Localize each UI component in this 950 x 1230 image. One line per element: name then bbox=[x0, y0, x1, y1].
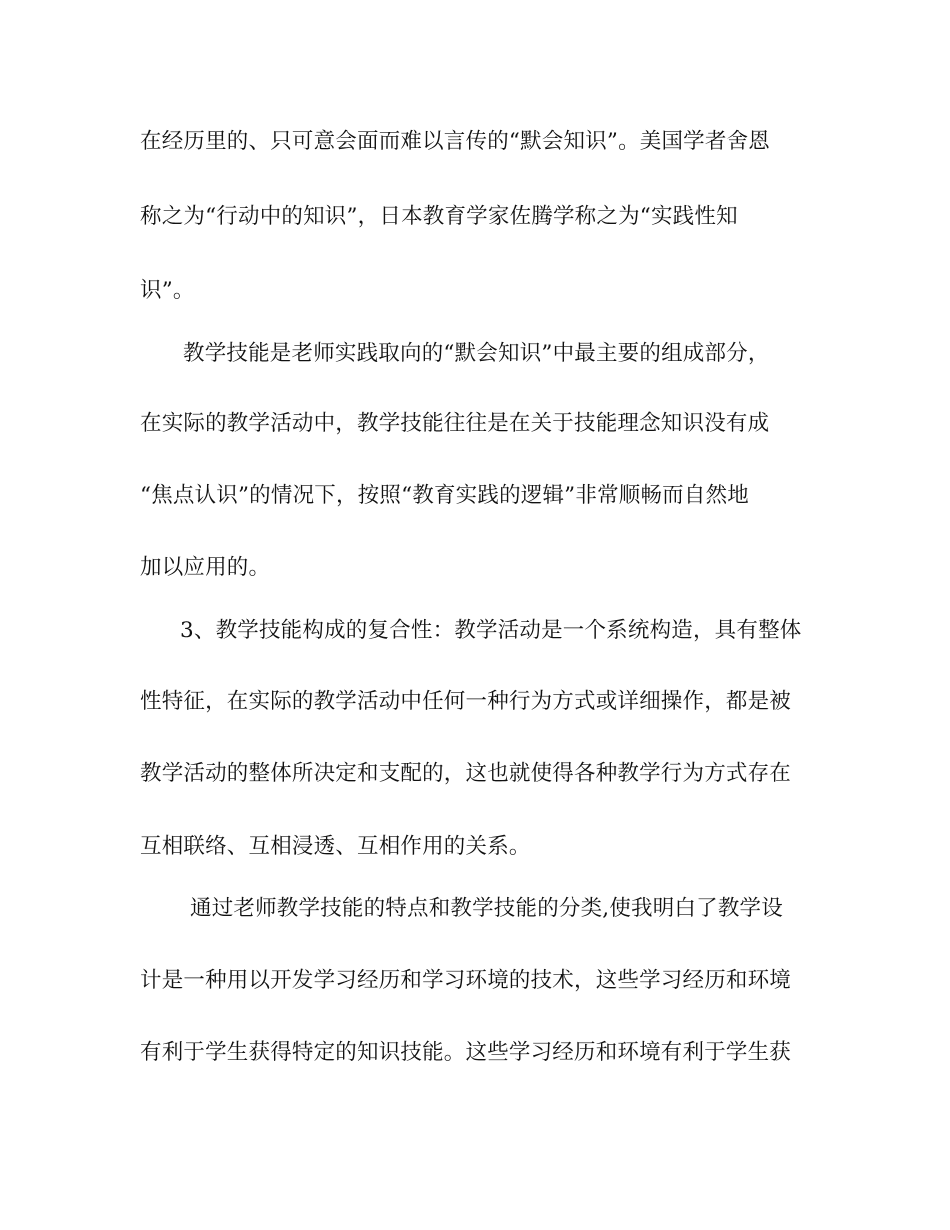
paragraph-line: 加以应用的。 bbox=[140, 555, 271, 580]
paragraph-line: 教学活动的整体所决定和支配的，这也就使得各种教学行为方式存在 bbox=[140, 761, 792, 786]
paragraph-line: 计是一种用以开发学习经历和学习环境的技术，这些学习经历和环境 bbox=[140, 968, 792, 993]
paragraph-line: “焦点认识”的情况下，按照“教育实践的逻辑”非常顺畅而自然地 bbox=[140, 483, 749, 508]
paragraph-line: 称之为“行动中的知识”，日本教育学家佐腾学称之为“实践性知 bbox=[140, 204, 738, 229]
paragraph-line: 有利于学生获得特定的知识技能。这些学习经历和环境有利于学生获 bbox=[140, 1040, 792, 1065]
paragraph-line: 性特征，在实际的教学活动中任何一种行为方式或详细操作，都是被 bbox=[140, 689, 792, 714]
paragraph-line: 识”。 bbox=[140, 278, 195, 303]
paragraph-line: 在实际的教学活动中，教学技能往往是在关于技能理念知识没有成 bbox=[140, 411, 770, 436]
paragraph-line: 3、教学技能构成的复合性：教学活动是一个系统构造，具有整体 bbox=[180, 618, 802, 643]
paragraph-line: 在经历里的、只可意会面而难以言传的“默会知识”。美国学者舍恩 bbox=[140, 129, 770, 154]
paragraph-line: 教学技能是老师实践取向的“默会知识”中最主要的组成部分， bbox=[183, 341, 770, 366]
paragraph-line: 互相联络、互相浸透、互相作用的关系。 bbox=[140, 834, 531, 859]
paragraph-line: 通过老师教学技能的特点和教学技能的分类,使我明白了教学设 bbox=[190, 896, 783, 921]
